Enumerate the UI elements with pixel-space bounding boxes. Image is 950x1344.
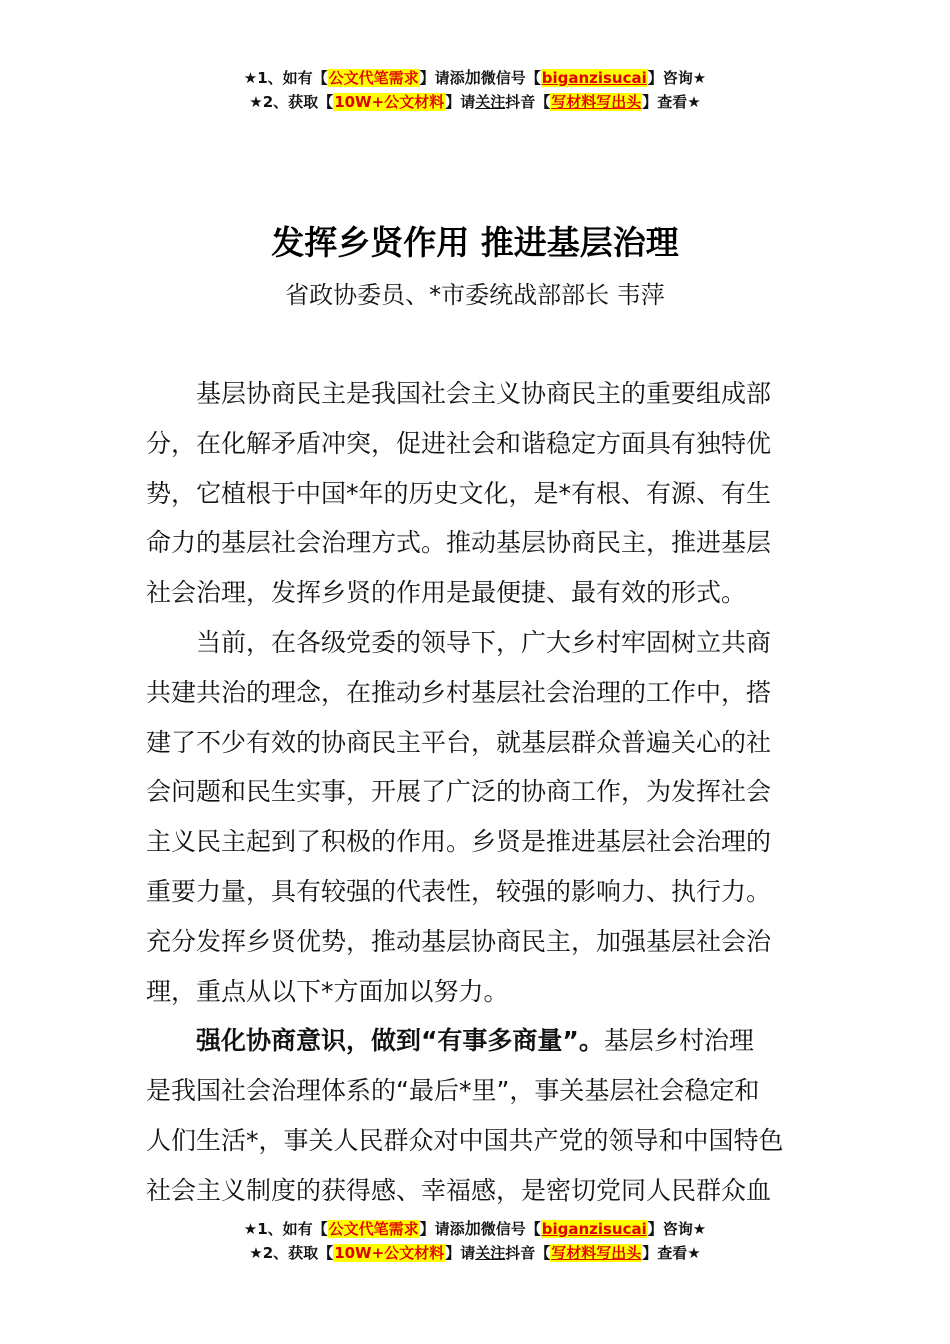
banner-text: 】请: [445, 1244, 476, 1262]
paragraph-line: 命力的基层社会治理方式。推动基层协商民主，推进基层: [146, 528, 772, 558]
wechat-id-link[interactable]: biganzisucai: [541, 69, 647, 87]
highlight-materials: 10W+公文材料: [334, 1244, 445, 1262]
banner-text: 微信号【: [480, 1220, 541, 1238]
footer-banner: [0, 1217, 950, 1265]
banner-emphasis: 加: [464, 68, 481, 87]
banner-text: ★1、如有【: [243, 1220, 328, 1238]
banner-text: 抖音【: [505, 1244, 551, 1262]
paragraph-line: [146, 1016, 808, 1066]
banner-line-2: [0, 90, 950, 114]
banner-text: 】请: [445, 93, 476, 111]
paragraph-line: 会问题和民生实事，开展了广泛的协商工作，为发挥社会: [146, 777, 772, 807]
banner-emphasis: 加: [464, 1219, 481, 1238]
banner-line-1: [0, 1217, 950, 1241]
banner-text: 】咨询★: [647, 1220, 707, 1238]
paragraph-line: 人们生活*，事关人民群众对中国共产党的领导和中国特色: [146, 1125, 784, 1155]
paragraph-line: 重要力量，具有较强的代表性，较强的影响力、执行力。: [146, 876, 772, 906]
banner-emphasis: 关注: [475, 93, 506, 111]
banner-text: 微信号【: [480, 69, 541, 87]
banner-text: 抖音【: [505, 93, 551, 111]
section-heading: 强化协商意识，做到“有事多商量”。: [196, 1026, 604, 1056]
banner-emphasis: 关注: [475, 1244, 506, 1262]
paragraph-line: 共建共治的理念，在推动乡村基层社会治理的工作中，搭: [146, 677, 772, 707]
banner-line-2: [0, 1241, 950, 1265]
douyin-account-link[interactable]: 写材料写出头: [551, 93, 642, 111]
paragraph-line: 势，它植根于中国*年的历史文化，是*有根、有源、有生: [146, 478, 772, 508]
highlight-ghostwriting: 公文代笔需求: [328, 1220, 419, 1238]
document-title: 发挥乡贤作用 推进基层治理: [271, 223, 679, 262]
banner-text: ★1、如有【: [243, 69, 328, 87]
paragraph-line: 当前，在各级党委的领导下，广大乡村牢固树立共商: [196, 627, 772, 657]
paragraph-line: 社会治理，发挥乡贤的作用是最便捷、最有效的形式。: [146, 578, 747, 608]
wechat-id-link[interactable]: biganzisucai: [541, 1220, 647, 1238]
paragraph-line: 理，重点从以下*方面加以努力。: [146, 976, 509, 1006]
highlight-ghostwriting: 公文代笔需求: [328, 69, 419, 87]
douyin-account-link[interactable]: 写材料写出头: [551, 1244, 642, 1262]
paragraph-line: 基层协商民主是我国社会主义协商民主的重要组成部: [196, 379, 772, 408]
paragraph-line: 社会主义制度的获得感、幸福感，是密切党同人民群众血: [146, 1175, 772, 1205]
header-banner: [0, 66, 950, 114]
paragraph-line: 是我国社会治理体系的“最后*里”，事关基层社会稳定和: [146, 1076, 760, 1106]
paragraph-line: 充分发挥乡贤优势，推动基层协商民主，加强基层社会治: [146, 926, 772, 956]
banner-text: ★2、获取【: [249, 1244, 334, 1262]
document-byline: 省政协委员、*市委统战部部长 韦萍: [285, 281, 665, 309]
banner-text: ★2、获取【: [249, 93, 334, 111]
banner-text: 】查看★: [642, 93, 701, 111]
paragraph-text: 基层乡村治理: [603, 1026, 754, 1056]
paragraph-line: 主义民主起到了积极的作用。乡贤是推进基层社会治理的: [146, 827, 772, 857]
paragraph-line: 建了不少有效的协商民主平台，就基层群众普遍关心的社: [146, 727, 772, 757]
banner-text: 】咨询★: [647, 69, 707, 87]
document-body: [146, 369, 808, 1216]
banner-text: 】请添: [419, 1220, 465, 1238]
highlight-materials: 10W+公文材料: [334, 93, 445, 111]
paragraph-line: 分，在化解矛盾冲突，促进社会和谐稳定方面具有独特优: [146, 428, 772, 458]
banner-text: 】请添: [419, 69, 465, 87]
banner-text: 】查看★: [642, 1244, 701, 1262]
banner-line-1: [0, 66, 950, 90]
